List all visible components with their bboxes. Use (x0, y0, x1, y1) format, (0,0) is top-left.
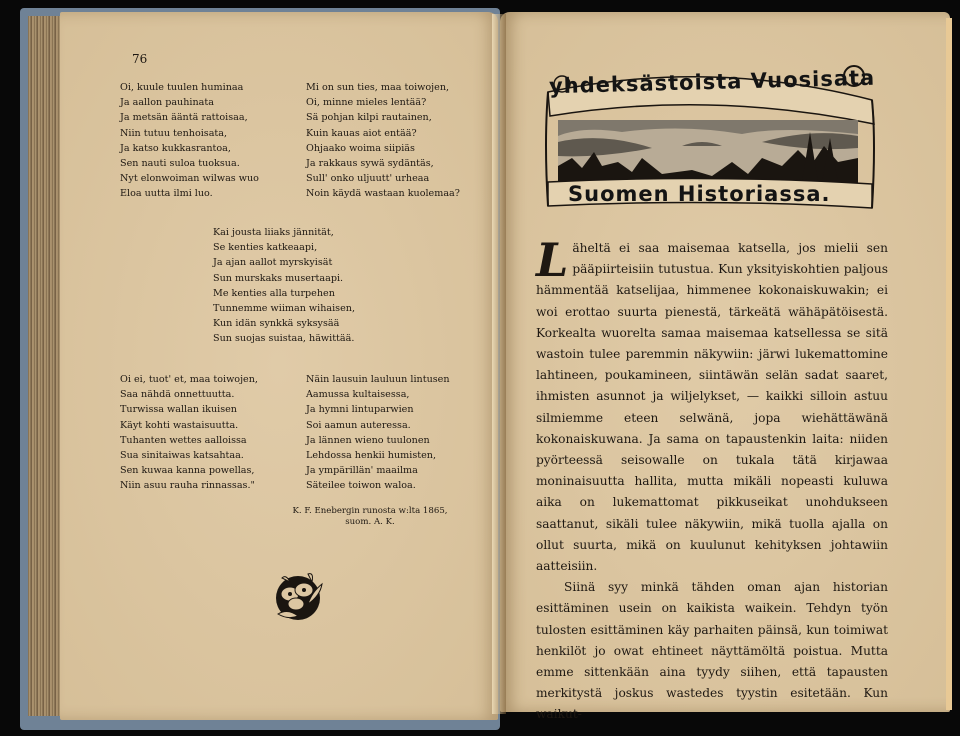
verse-line: Ja aallon pauhinata (120, 97, 214, 109)
verse-line: Ja metsän ääntä rattoisaa, (120, 112, 248, 124)
verse-line: Ja ympärillän' maailma (306, 465, 418, 477)
verse-line: Eloa uutta ilmi luo. (120, 188, 213, 200)
verse-line: Sun murskaks musertaapi. (213, 272, 344, 284)
stanza-1-left (120, 80, 259, 202)
chapter-title-bottom: Suomen Historiassa. (568, 182, 831, 206)
stanza-2-center (213, 225, 355, 347)
verse-line: Tunnemme wiiman wihaisen, (213, 302, 356, 314)
verse-line: Kun idän synkkä syksysää (213, 318, 340, 330)
verse-line: Käyt kohti wastaisuutta. (120, 419, 239, 431)
verse-line: Ja hymni lintuparwien (306, 404, 414, 416)
verse-line: Sen kuwaa kanna powellas, (120, 465, 255, 477)
verse-line: Niin tutuu tenhoisata, (120, 127, 228, 139)
verse-line: Sun suojas suistaa, häwittää. (213, 333, 355, 345)
verse-line: Turwissa wallan ikuisen (120, 404, 237, 416)
verse-line: Se kenties katkeaapi, (213, 242, 318, 254)
verse-line: Oi, kuule tuulen huminaa (120, 82, 244, 93)
page-number: 76 (132, 52, 148, 66)
paragraph-1-text: äheltä ei saa maisemaa katsella, jos mielii sen pääpiirteisiin tutustua. Kun yksityiskohtien paljous hämmentää katselijaa, himmenee kokonaiskuwakin; ei woi erottao suurta pienestä, tärkeätä wähäpätöisestä. Korkealta wuorelta samaa maisemaa katsellessa se sitä wastoin tulee paremmin näkywiin: järwi lukemattomine lahtineen, poukamineen, siintäwän selän sadat saaret, ihmisten asunnot ja wiljelykset, — kaikki silloin astuu silmiemme eteen selwänä, jopa wiehättäwänä kokonaiskuwana. Ja sama on tapaustenkin laita: niiden pyörteessä seisowalle on tukala tätä kirjawaa moninaisuutta hallita, mutta mikäli nopeasti kuluwa aika on lukemattomat pikkuseikat unohdukseen saattanut, sikäli tulee näkywiin, mikä tuolla ajalla on ollut suurta, mikä on kuulunut kehityksen johtawiin aatteisiin. (536, 241, 888, 574)
attribution-line: suom. A. K. (345, 517, 395, 527)
verse-line: Säteilee toiwon waloa. (306, 480, 416, 492)
verse-line: Aamussa kultaisessa, (306, 389, 410, 401)
verse-line: Soi aamun auteressa. (306, 419, 411, 431)
verse-line: Nyt elonwoiman wilwas wuo (120, 173, 259, 185)
verse-line: Oi, minne mieles lentää? (306, 97, 427, 109)
verse-line: Kai jousta liiaks jännität, (213, 227, 334, 238)
verse-line: Sull' onko uljuutt' urheaa (306, 173, 430, 185)
verse-line: Ja katso kukkasrantoa, (120, 142, 231, 154)
verse-line: Me kenties alla turpehen (213, 287, 335, 299)
verse-line: Sä pohjan kilpi rautainen, (306, 112, 432, 124)
stanza-1-right (306, 80, 460, 202)
verse-line: Niin asuu rauha rinnassas." (120, 480, 255, 492)
verse-line: Ja lännen wieno tuulonen (306, 434, 430, 446)
verse-line: Mi on sun ties, maa toiwojen, (306, 82, 450, 93)
verse-line: Ja rakkaus sywä sydäntäs, (306, 157, 434, 169)
poem-attribution (270, 506, 470, 528)
chapter-body (536, 233, 888, 726)
flower-ornament-icon (268, 566, 328, 626)
page-edges (28, 16, 62, 716)
verse-line: Sua sinitaiwas katsahtaa. (120, 449, 244, 461)
book-gutter (492, 14, 506, 714)
verse-line: Kuin kauas aiot entää? (306, 127, 417, 139)
paragraph-2: Siinä syy minkä tähden oman ajan historian esittäminen usein on kaikista waikein. Tehdyn työn tulosten esittäminen käy parhaiten päinsä, kun toimiwat henkilöt jo owat ehtineet näyttämöltä poistua. Mutta emme sittenkään aina tyydy siihen, että tapausten merkitystä joskus wastedes tyystin esitetään. Kun waikut- (536, 580, 888, 722)
drop-cap: L (536, 233, 569, 287)
verse-line: Tuhanten wettes aalloissa (120, 434, 247, 446)
right-page-edge (946, 18, 952, 710)
chapter-title-top: yhdeksästoista Vuosisata (548, 65, 876, 99)
verse-line: Lehdossa henkii humisten, (306, 449, 437, 461)
stanza-3-left (120, 372, 258, 494)
verse-line: Oi ei, tuot' et, maa toiwojen, (120, 374, 258, 385)
verse-line: Sen nauti suloa tuoksua. (120, 157, 240, 169)
stanza-3-right (306, 372, 450, 494)
verse-line: Noin käydä wastaan kuolemaa? (306, 188, 460, 200)
verse-line: Saa nähdä onnettuutta. (120, 389, 235, 401)
verse-line: Ohjaako woima siipiäs (306, 142, 415, 154)
attribution-line: K. F. Enebergin runosta w:lta 1865, (292, 506, 448, 516)
verse-line: Näin lausuin lauluun lintusen (306, 374, 450, 385)
paragraph-1 (536, 233, 888, 577)
verse-line: Ja ajan aallot myrskyisät (213, 257, 333, 269)
